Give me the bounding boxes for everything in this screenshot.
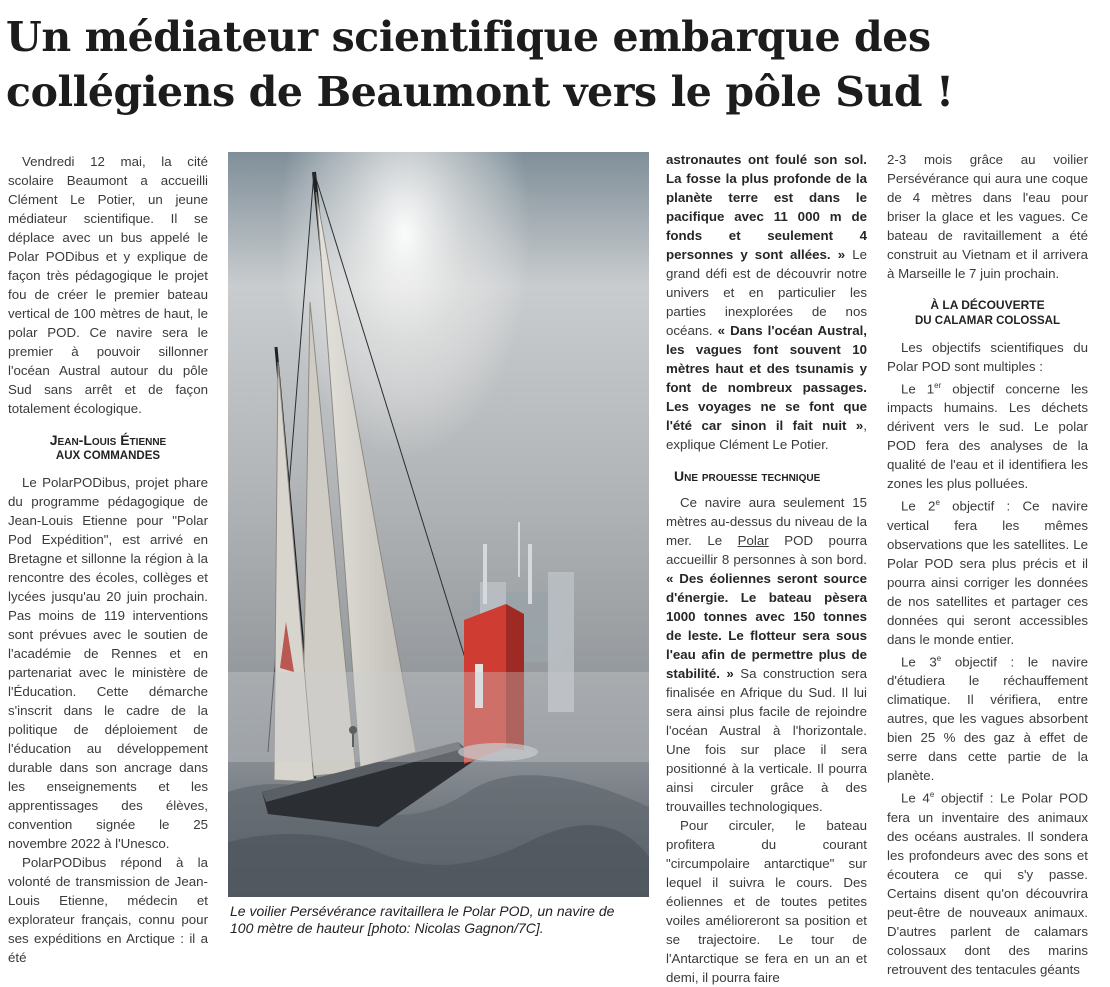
paragraph-objectifs: Les objectifs scientifiques du Polar POD sont multiples : xyxy=(887,340,1088,374)
caption-line-1: Le voilier Persévérance ravitaillera le Polar POD, un navire de xyxy=(230,903,615,919)
paragraph-objectif-1 xyxy=(887,376,1088,493)
objectif-4-label: Le 4 xyxy=(901,790,930,806)
title-line-1: Un médiateur scientifique embarque des xyxy=(6,13,931,61)
quote-ocean-austral: « Dans l'océan Austral, les vagues font souvent 10 mètres haut et des tsunamis y font de nombreux passages. Les voyages ne se font que l'été car sinon il fait nuit » xyxy=(666,323,867,433)
column-1 xyxy=(8,152,208,967)
column-3 xyxy=(887,150,1088,979)
objectif-2-text: objectif : Ce navire vertical fera les mêmes observations que les satellites. Le Polar POD sera plus précis et il pourra ainsi corriger les données de nos satellites et partager ces données qui seront accessibles dans le monde entier. xyxy=(887,498,1088,647)
paragraph-objectif-3 xyxy=(887,649,1088,785)
paragraph-polarpodibus: Le PolarPODibus, projet phare du programme pédagogique de Jean-Louis Etienne pour "Polar Pod Expédition", est arrivé en Bretagne et sillonne la région à la rencontre des écoles, collèges et lycées jusqu'au 20 juin prochain. Pas moins de 119 interventions sont prévues avec le soutien de l'académie de Rennes et en partenariat avec le ministère de l'Éducation. Cette démarche s'inscrit dans le cadre de la politique de déploiement de l'éducation au développement durable dans son ancrage dans les enseignements et les apprentissages des élèves, convention signée le 25 novembre 2022 à l'Unesco. xyxy=(8,475,208,851)
caption-line-2: 100 mètre de hauteur [photo: Nicolas Gagnon/7C]. xyxy=(230,920,544,936)
objectif-3-label: Le 3 xyxy=(901,654,937,670)
subhead-calamar-colossal xyxy=(887,297,1088,329)
objectif-3-sup: e xyxy=(936,653,942,663)
subhead-line-2: DU CALAMAR COLOSSAL xyxy=(914,315,1061,327)
objectif-1-label: Le 1 xyxy=(901,381,935,397)
text-navire-b: POD pourra accueillir 8 personnes à son bord. xyxy=(666,533,867,567)
objectif-2-label: Le 2 xyxy=(901,498,936,514)
title-line-2: collégiens de Beaumont vers le pôle Sud ! xyxy=(6,68,954,116)
subhead-line-2: AUX COMMANDES xyxy=(55,450,161,462)
paragraph-circuler: Pour circuler, le bateau profitera du courant "circumpolaire antarctique" sur lequel il suivra le cours. Des éoliennes et de toutes petites voiles amélioreront sa position et se trajectoire. Le tour de l'Antarctique se fera en un an et demi, il pourra faire xyxy=(666,818,867,985)
photo-caption xyxy=(230,903,670,937)
objectif-4-sup: e xyxy=(929,790,935,800)
paragraph-objectif-4 xyxy=(887,785,1088,978)
paragraph-transmission: PolarPODibus répond à la volonté de transmission de Jean-Louis Etienne, médecin et explorateur français, connu pour ses expéditions en Arctique : il a été xyxy=(8,855,208,965)
link-polar[interactable]: Polar xyxy=(737,533,769,548)
sailboat-photo xyxy=(228,152,649,897)
subhead-line-1: À LA DÉCOUVERTE xyxy=(930,298,1045,312)
article-title xyxy=(6,10,1104,120)
quote-fosse: astronautes ont foulé son sol. La fosse la plus profonde de la planète terre est dans le pacifique avec 11 000 m de fonds et seulement 4 personnes y sont allées. » xyxy=(666,152,867,262)
paragraph-quote-astronautes xyxy=(666,150,867,454)
objectif-1-sup: er xyxy=(934,381,942,390)
quote-eoliennes: « Des éoliennes seront source d'énergie. Le bateau pèsera 1000 tonnes avec 150 tonnes de leste. Le flotteur sera sous l'eau afin de permettre plus de stabilité. » xyxy=(666,571,867,681)
text-construction: Sa construction sera finalisée en Afrique du Sud. Il lui sera ainsi plus facile de rejoindre l'océan Austral à l'horizontale. Une fois sur place il sera positionné à la verticale. Il pourra ainsi circuler grâce à des trouvailles technologiques. xyxy=(666,666,867,814)
paragraph-objectif-2 xyxy=(887,493,1088,648)
subhead-line-1: Jean-Louis Étienne xyxy=(49,432,167,448)
objectif-3-text: objectif : le navire d'étudiera le réchauffement climatique. Il vérifiera, entre autres, que les vagues absorbent bien 25 % des gaz à effet de serre dans cette partie de la planète. xyxy=(887,654,1088,784)
paragraph-navire xyxy=(666,493,867,816)
objectif-1-text: objectif concerne les impacts humains. Les déchets dérivent vers le sud. Le polar POD fera des analyses de la qualité de l'eau et il identifiera les zones les plus polluées. xyxy=(887,381,1088,492)
text-grand-defi: Le grand défi est de découvrir notre univers et en particulier les parties inexplorées de nos océans. xyxy=(666,247,867,338)
objectif-4-text: objectif : Le Polar POD fera un inventaire des animaux des océans australes. Il sondera les profondeurs avec des sons et écoutera ce qui s'y passe. Certains disent qu'on découvrira peut-être de nouveaux animaux. D'autres parlent de calamars colossaux dont des marins retrouvent des tentacules géants xyxy=(887,790,1088,977)
text-explique: , explique Clément Le Potier. xyxy=(666,418,867,452)
paragraph-perseverance: 2-3 mois grâce au voilier Persévérance qui aura une coque de 4 mètres dans l'eau pour briser la glace et les vagues. Ce bateau de ravitaillement a été construit au Vietnam et il arrivera à Marseille le 7 juin prochain. xyxy=(887,152,1088,281)
objectif-2-sup: e xyxy=(935,498,940,508)
text-navire-a: Ce navire aura seulement 15 mètres au-dessus du niveau de la mer. Le xyxy=(666,495,867,548)
subhead-prouesse-technique: Une prouesse technique xyxy=(674,468,821,484)
column-2 xyxy=(666,150,867,987)
intro-paragraph: Vendredi 12 mai, la cité scolaire Beaumont a accueilli Clément Le Potier, un jeune médiateur scientifique. Il se déplace avec un bus appelé le Polar PODibus et y explique de façon très pédagogique le projet fou de créer le premier bateau vertical de 100 mètres de haut, le polar POD. Ce navire sera le premier à pouvoir sillonner l'océan Austral autour du pôle Sud sans arrêt et de façon totalement écologique. xyxy=(8,154,208,416)
subhead-jean-louis-etienne xyxy=(8,432,208,464)
